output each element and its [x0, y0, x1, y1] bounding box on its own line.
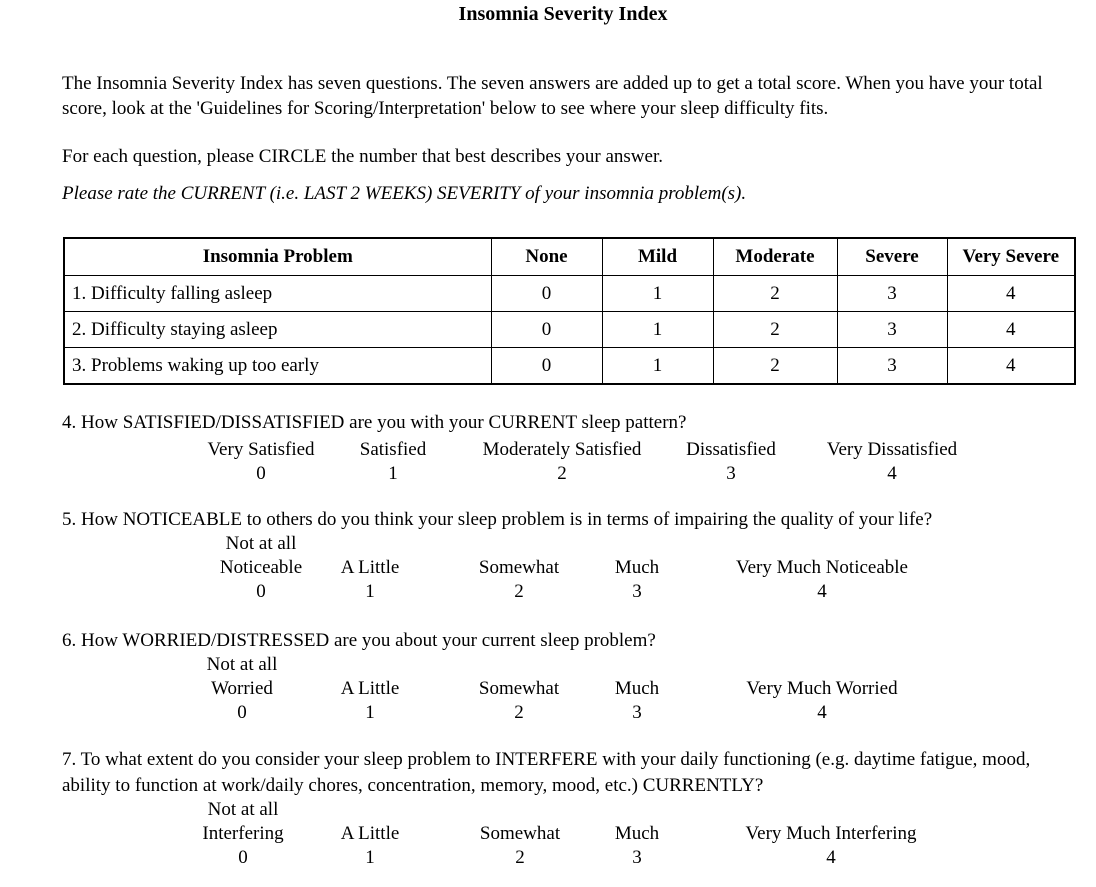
option-value[interactable]: 1 — [365, 702, 375, 723]
option-value[interactable]: 4 — [817, 702, 827, 723]
option-column — [360, 438, 427, 486]
answer-cell[interactable]: 4 — [947, 348, 1075, 385]
option-label: Moderately Satisfied — [482, 439, 642, 460]
option-label: Worried — [211, 678, 273, 699]
option-column — [827, 438, 957, 486]
question-5-text: 5. How NOTICEABLE to others do you think your sleep problem is in terms of impairing the quality of your life? — [62, 509, 933, 530]
option-value[interactable]: 3 — [632, 847, 642, 868]
answer-cell[interactable]: 4 — [947, 312, 1075, 348]
option-label: Noticeable — [219, 557, 303, 578]
severity-rating-note: Please rate the CURRENT (i.e. LAST 2 WEEKS) SEVERITY of your insomnia problem(s). — [62, 183, 747, 204]
option-column — [615, 677, 659, 725]
option-label: Very Much Interfering — [745, 823, 917, 844]
table-row — [64, 312, 1075, 348]
option-value[interactable]: 2 — [514, 702, 524, 723]
option-value[interactable]: 1 — [388, 463, 398, 484]
intro-paragraph: The Insomnia Severity Index has seven questions. The seven answers are added up to get a total score. When you have your total score, look at the 'Guidelines for Scoring/Interpretation' below to see where your sleep difficulty fits. — [62, 73, 1043, 119]
option-value[interactable]: 1 — [365, 847, 375, 868]
column-header: None — [491, 238, 602, 276]
option-label: Dissatisfied — [686, 439, 776, 460]
answer-cell[interactable]: 1 — [602, 276, 713, 312]
answer-cell[interactable]: 0 — [491, 348, 602, 385]
option-column — [207, 653, 278, 725]
answer-cell[interactable]: 0 — [491, 276, 602, 312]
column-header: Mild — [602, 238, 713, 276]
option-label: Somewhat — [478, 557, 560, 578]
option-value[interactable]: 0 — [256, 463, 266, 484]
answer-cell[interactable]: 2 — [713, 348, 837, 385]
option-label: Much — [614, 557, 660, 578]
option-value[interactable]: 0 — [238, 847, 248, 868]
option-column — [746, 822, 917, 870]
column-header-problem: Insomnia Problem — [64, 238, 491, 276]
option-label: Much — [614, 823, 660, 844]
question-7-options — [0, 798, 1096, 870]
question-6-options — [0, 653, 1096, 725]
option-label: A Little — [340, 678, 400, 699]
option-value[interactable]: 3 — [632, 702, 642, 723]
option-label: Somewhat — [478, 678, 560, 699]
column-header: Moderate — [713, 238, 837, 276]
option-value[interactable]: 0 — [256, 581, 266, 602]
option-column — [220, 532, 302, 604]
answer-cell[interactable]: 0 — [491, 312, 602, 348]
option-column — [746, 677, 897, 725]
option-column — [341, 677, 400, 725]
answer-cell[interactable]: 1 — [602, 348, 713, 385]
question-4-text: 4. How SATISFIED/DISSATISFIED are you with your CURRENT sleep pattern? — [62, 412, 687, 433]
option-column — [202, 798, 283, 870]
option-column — [341, 822, 400, 870]
option-label: A Little — [340, 823, 400, 844]
option-label: Very Much Noticeable — [736, 557, 908, 578]
option-label-top: Not at all — [206, 654, 278, 675]
option-column — [341, 556, 400, 604]
option-column — [483, 438, 642, 486]
problem-label: 1. Difficulty falling asleep — [64, 276, 491, 312]
option-label: Very Satisfied — [207, 439, 315, 460]
option-label: Somewhat — [479, 823, 561, 844]
question-4-options — [0, 438, 1096, 486]
option-value[interactable]: 4 — [826, 847, 836, 868]
option-column — [615, 822, 659, 870]
question-5-options — [0, 532, 1096, 604]
severity-table — [63, 237, 1076, 385]
problem-label: 2. Difficulty staying asleep — [64, 312, 491, 348]
option-column — [480, 822, 560, 870]
answer-cell[interactable]: 3 — [837, 276, 947, 312]
page-title: Insomnia Severity Index — [458, 3, 668, 25]
option-label: Interfering — [202, 823, 284, 844]
problem-label: 3. Problems waking up too early — [64, 348, 491, 385]
option-label: Very Much Worried — [746, 678, 898, 699]
option-value[interactable]: 4 — [817, 581, 827, 602]
option-value[interactable]: 0 — [237, 702, 247, 723]
circle-instruction: For each question, please CIRCLE the number that best describes your answer. — [62, 146, 663, 167]
option-value[interactable]: 1 — [365, 581, 375, 602]
option-column — [615, 556, 659, 604]
option-value[interactable]: 3 — [632, 581, 642, 602]
table-row — [64, 348, 1075, 385]
answer-cell[interactable]: 3 — [837, 348, 947, 385]
option-label-top: Not at all — [207, 799, 279, 820]
option-value[interactable]: 2 — [557, 463, 567, 484]
column-header: Very Severe — [947, 238, 1075, 276]
option-column — [736, 556, 908, 604]
answer-cell[interactable]: 2 — [713, 276, 837, 312]
option-label-top: Not at all — [225, 533, 297, 554]
option-column — [207, 438, 314, 486]
answer-cell[interactable]: 3 — [837, 312, 947, 348]
answer-cell[interactable]: 2 — [713, 312, 837, 348]
table-row — [64, 276, 1075, 312]
answer-cell[interactable]: 4 — [947, 276, 1075, 312]
option-value[interactable]: 2 — [515, 847, 525, 868]
option-column — [479, 556, 559, 604]
option-value[interactable]: 2 — [514, 581, 524, 602]
option-value[interactable]: 3 — [726, 463, 736, 484]
answer-cell[interactable]: 1 — [602, 312, 713, 348]
question-7-text: 7. To what extent do you consider your sleep problem to INTERFERE with your daily functioning (e.g. daytime fatigue, mood, ability to function at work/daily chores, concentration, memory, mood, etc.) CURRENTLY? — [62, 749, 1031, 796]
table-header-row — [64, 238, 1075, 276]
option-value[interactable]: 4 — [887, 463, 897, 484]
question-6-text: 6. How WORRIED/DISTRESSED are you about your current sleep problem? — [62, 630, 656, 651]
option-column — [686, 438, 776, 486]
option-label: Satisfied — [359, 439, 427, 460]
option-label: Much — [614, 678, 660, 699]
column-header: Severe — [837, 238, 947, 276]
option-column — [479, 677, 559, 725]
option-label: Very Dissatisfied — [826, 439, 958, 460]
option-label: A Little — [340, 557, 400, 578]
